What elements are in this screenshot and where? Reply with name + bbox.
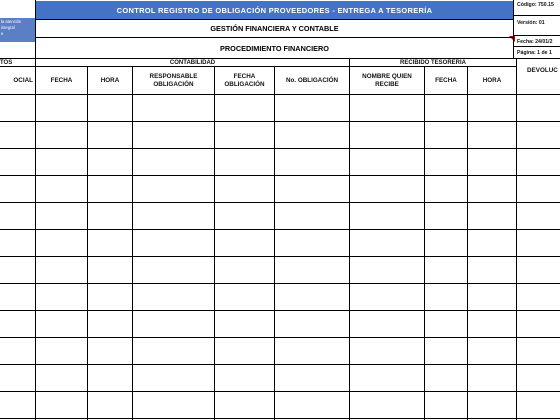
column-header-hora: HORA: [100, 76, 120, 84]
column-header-social: OCIAL: [13, 76, 33, 84]
form-title: CONTROL REGISTRO DE OBLIGACIÓN PROVEEDORES - ENTREGA A TESORERÍA: [36, 1, 513, 19]
column-header-devolucion: DEVOLUC: [527, 67, 558, 74]
section-label-recibido-tesoreria: RECIBIDO TESORERÍA: [399, 60, 466, 66]
column-header-fecha-obligacion: FECHA OBLIGACIÓN: [224, 73, 265, 88]
doc-version: Versión: 01: [517, 20, 545, 26]
logo-text-line-1: la atención: [1, 19, 22, 24]
column-header-fecha: FECHA: [50, 76, 73, 84]
doc-date: Fecha: 24/01/2: [517, 39, 553, 45]
logo-text-line-2: integral: [1, 25, 15, 30]
section-label-left: TOS: [0, 60, 13, 66]
column-header-nombre-quien-recibe: NOMBRE QUIEN RECIBE: [362, 73, 412, 88]
column-header-hora-recibido: HORA: [482, 76, 502, 84]
column-header-responsable-obligacion: RESPONSABLE OBLIGACIÓN: [149, 73, 198, 88]
form-subtitle-process: GESTIÓN FINANCIERA Y CONTABLE: [210, 23, 339, 33]
form-subtitle-procedure: PROCEDIMIENTO FINANCIERO: [220, 43, 329, 53]
doc-code: Código: 750.15: [517, 2, 554, 8]
logo-text-line-3: e: [1, 31, 4, 36]
doc-page: Página: 1 de 1: [517, 50, 552, 56]
column-header-no-obligacion: No. OBLIGACIÓN: [285, 76, 339, 84]
column-header-fecha-recibido: FECHA: [435, 76, 457, 84]
section-label-contabilidad: CONTABILIDAD: [169, 60, 216, 66]
